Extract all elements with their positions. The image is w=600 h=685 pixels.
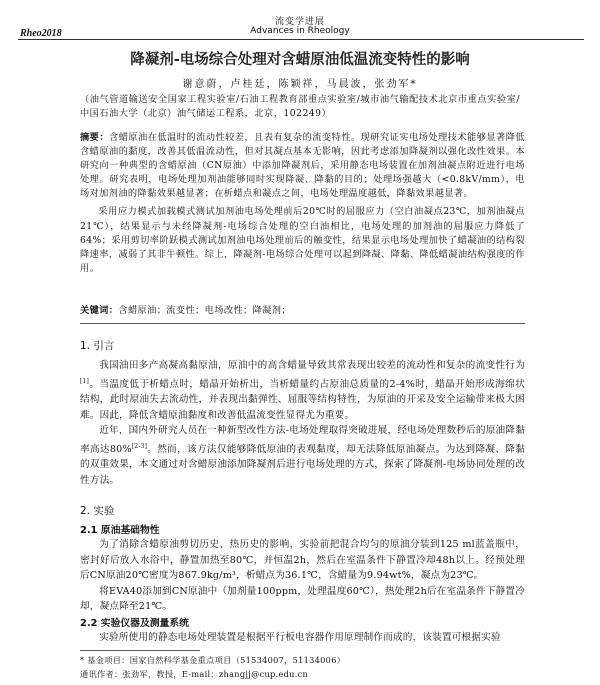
- subsection-2-1-body: [80, 537, 525, 615]
- citation-ref: [2-3]: [131, 442, 148, 450]
- keywords: [80, 302, 525, 316]
- section-divider: [80, 323, 525, 324]
- subsection-2-2-body: [80, 630, 525, 646]
- header-rule: [18, 39, 584, 40]
- additive-paragraph: 将EVA40添加到CN原油中（加剂量100ppm，处理温度60℃），热处理2h后在室温条件下静置冷却，凝点降至21℃。: [80, 585, 525, 612]
- conference-logo: Rheo2018: [20, 28, 62, 39]
- subsection-2-2-heading: 2.2 实验仪器及测量系统: [80, 618, 189, 629]
- crude-oil-properties-paragraph: 为了消除含蜡原油剪切历史、热历史的影响，实验前把混合均匀的原油分装到125 ml蓝盖瓶中，密封好后放入水浴中，静置加热至80℃，并恒温2h，然后在室温条件下静置冷却48h以上。经预处理后CN原油20℃密度为867.9kg/m³，析蜡点为36.1℃，含蜡量为9.94wt%，凝点为23℃。: [80, 539, 525, 581]
- section-1-heading: 1. 引言: [80, 340, 115, 352]
- citation-ref: [1]: [80, 377, 90, 385]
- journal-name-en: Advances in Rheology: [250, 26, 350, 36]
- corresponding-author: 通讯作者：张劲军，教授，E-mail：zhangjj@cup.edu.cn: [80, 669, 309, 679]
- abstract-paragraph-2: 采用应力模式加载模式测试加剂油电场处理前后20℃时的屈服应力（空白油凝点23℃，加剂油凝点21℃），结果显示与未经降凝剂-电场综合处理的空白油相比，电场处理的加剂油的屈服应力降低了64%；采用剪切率阶跃模式测试加剂油电场处理前后的触变性，结果显示电场处理加快了蜡凝油的结构裂降速率，减弱了其非牛顿性。综上，降凝剂-电场综合处理可以起到降凝、降黏、降低蜡凝油结构强度的作用。: [80, 206, 525, 274]
- footnote-rule: [80, 650, 200, 651]
- funding-footnote: * 基金项目：国家自然科学基金重点项目（51534007，51134006）: [80, 655, 346, 665]
- affiliation: （油气管道输送安全国家工程实验室/石油工程教育部重点实验室/城市油气输配技术北京市重点实验室/中国石油大学（北京）油气储运工程系，北京，102249）: [80, 94, 520, 119]
- journal-name-cn: 流变学进展: [274, 17, 325, 27]
- article-title: 降凝剂-电场综合处理对含蜡原油低温流变特性的影响: [130, 52, 470, 68]
- abstract-label: 摘要：: [80, 132, 110, 143]
- section-1-body: [80, 358, 525, 488]
- section-2-heading: 2. 实验: [80, 505, 115, 517]
- author-list: 谢意蔚，卢桂廷，陈颖祥，马晨波，张劲军*: [182, 79, 418, 90]
- intro-paragraph-2: [80, 423, 525, 488]
- intro-p1-text: 我国油田多产高凝高黏原油，原油中的高含蜡量导致其常表现出较差的流动性和复杂的流变性行为: [99, 360, 525, 371]
- apparatus-paragraph: 实验所使用的静态电场处理装置是根据平行板电容器作用原理制作而成的，该装置可根据实验: [99, 632, 501, 643]
- running-header: [0, 4, 600, 42]
- subsection-2-1-heading: 2.1 原油基础物性: [80, 525, 160, 536]
- abstract-paragraph-1: [80, 131, 525, 201]
- abstract-text-1: 含蜡原油在低温时的流动性较差，且表有复杂的流变特性。现研究证实电场处理技术能够显著降低含蜡原油的黏度，改善其低温流动性，但对其凝点基本无影响，因此考虑添加降凝剂以强化改性效果。本研究向一种典型的含蜡原油（CN原油）中添加降凝剂后，采用静态电场装置在加剂油凝点附近进行电场处理。研究表明，电场处理加剂油能够同时实现降凝、降黏的目的；处理场强越大（<0.8kV/mm），电场对加剂油的降黏效果越显著；在析蜡点和凝点之间，电场处理温度越低，降黏效果越显著。: [80, 132, 525, 200]
- intro-p2-end: 。然而，该方法仅能够降低原油的表观黏度，却无法降低原油凝点。为达到降凝、降黏的双重效果，本文通过对含蜡原油添加降凝剂后进行电场处理的方式，探索了降凝剂-电场协同处理的改性方法。: [80, 443, 525, 486]
- keywords-label: 关键词：: [80, 305, 119, 316]
- keywords-text: 含蜡原油；流变性；电场改性；降凝剂；: [118, 305, 291, 316]
- abstract: [80, 131, 525, 276]
- intro-p1-end: 。当温度低于析蜡点时，蜡晶开始析出，当析蜡量约占原油总质量的2-4%时，蜡晶开始形成海绵状结构，此时原油失去流动性，并表现出黏弹性、屈服等结构特性，为原油的开采及安全运输带来极大困难。因此，降低含蜡原油黏度和改善低温流变性显得尤为重要。: [80, 378, 525, 421]
- intro-p2-text: 近年，国内外研究人员在一种新型改性方法-电场处理取得突破进展，经电场处理数秒后的原油降黏率高达80%: [80, 425, 525, 455]
- intro-paragraph-1: [80, 358, 525, 423]
